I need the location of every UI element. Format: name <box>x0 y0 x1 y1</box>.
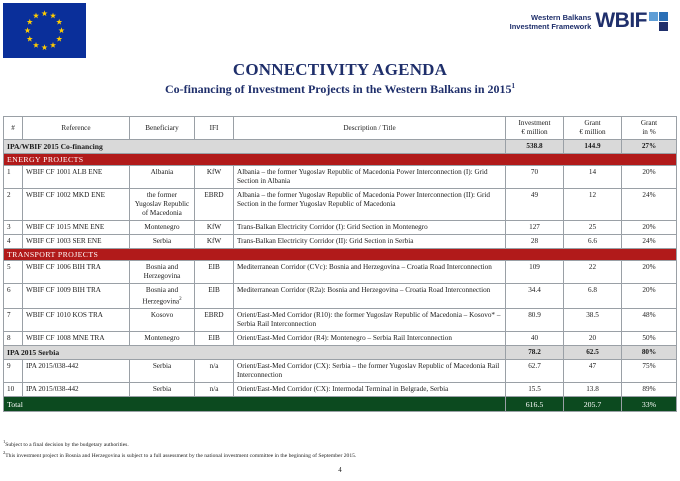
cell-ifi: KfW <box>195 221 234 235</box>
eu-flag-icon <box>3 3 86 58</box>
flag-star-icon <box>50 13 56 19</box>
beneficiary-footnote-mark: 2 <box>179 297 182 302</box>
col-header-investment-l1: Investment <box>518 119 551 127</box>
table-row <box>4 189 677 221</box>
cell-grant-pct: 20% <box>622 221 677 235</box>
cell-ifi: n/a <box>195 360 234 383</box>
section-row-ipa-wbif <box>4 140 677 154</box>
cell-ifi: KfW <box>195 166 234 189</box>
col-header-num: # <box>4 117 23 140</box>
cell-investment: 28 <box>506 235 564 249</box>
cell-grant-pct: 20% <box>622 261 677 284</box>
cell-grant: 6.6 <box>564 235 622 249</box>
cell-ifi: EBRD <box>195 309 234 332</box>
page-number: 4 <box>338 466 342 474</box>
logo-wbif: WBIF <box>595 9 647 32</box>
table-row <box>4 332 677 346</box>
cell-investment: 15.5 <box>506 383 564 397</box>
flag-star-icon <box>41 44 47 50</box>
cell-grant: 38.5 <box>564 309 622 332</box>
flag-star-icon <box>33 42 39 48</box>
cell-investment: 34.4 <box>506 284 564 309</box>
cell-description: Trans-Balkan Electricity Corridor (I): Grid Section in Montenegro <box>234 221 506 235</box>
logo-text <box>510 14 592 31</box>
cell-reference: WBIF CF 1008 MNE TRA <box>23 332 130 346</box>
cell-ifi: KfW <box>195 235 234 249</box>
footnote-mark: 2 <box>3 449 6 455</box>
category-label: ENERGY PROJECTS <box>4 154 677 166</box>
flag-star-icon <box>24 27 30 33</box>
cell-ifi: EIB <box>195 332 234 346</box>
col-header-grant-l1: Grant <box>584 119 601 127</box>
flag-star-icon <box>41 10 47 16</box>
section-investment: 78.2 <box>506 346 564 360</box>
cell-investment: 62.7 <box>506 360 564 383</box>
table-row <box>4 261 677 284</box>
cell-investment: 127 <box>506 221 564 235</box>
cell-reference: WBIF CF 1015 MNE ENE <box>23 221 130 235</box>
cell-beneficiary: Serbia <box>130 383 195 397</box>
cell-grant-pct: 20% <box>622 166 677 189</box>
cell-ifi: n/a <box>195 383 234 397</box>
cell-num: 3 <box>4 221 23 235</box>
section-grant: 62.5 <box>564 346 622 360</box>
footnote-text: Subject to a final decision by the budgetary authorities. <box>5 441 129 448</box>
page-subtitle <box>0 82 680 97</box>
logo-line1: Western Balkans <box>531 13 592 22</box>
table-row <box>4 309 677 332</box>
cell-grant: 25 <box>564 221 622 235</box>
cell-ifi: EIB <box>195 261 234 284</box>
table-header-row <box>4 117 677 140</box>
cell-reference: IPA 2015/038-442 <box>23 383 130 397</box>
col-header-grant-l2: € million <box>579 128 606 136</box>
total-grant-pct: 33% <box>622 397 677 412</box>
cell-description: Mediterranean Corridor (CVc): Bosnia and Herzegovina – Croatia Road Interconnection <box>234 261 506 284</box>
cell-reference: WBIF CF 1002 MKD ENE <box>23 189 130 221</box>
cell-num: 5 <box>4 261 23 284</box>
cell-reference: WBIF CF 1003 SER ENE <box>23 235 130 249</box>
col-header-ifi: IFI <box>195 117 234 140</box>
footnotes <box>3 438 356 460</box>
cell-reference: WBIF CF 1006 BIH TRA <box>23 261 130 284</box>
flag-star-icon <box>33 13 39 19</box>
cell-num: 10 <box>4 383 23 397</box>
wbif-logo <box>510 10 668 50</box>
projects-table <box>3 116 677 412</box>
cell-beneficiary: Albania <box>130 166 195 189</box>
cell-grant: 14 <box>564 166 622 189</box>
category-row-energy <box>4 154 677 166</box>
category-row-transport <box>4 249 677 261</box>
section-row-ipa-serbia <box>4 346 677 360</box>
flag-star-icon <box>27 19 33 25</box>
cell-num: 8 <box>4 332 23 346</box>
cell-num: 1 <box>4 166 23 189</box>
cell-num: 6 <box>4 284 23 309</box>
cell-reference: WBIF CF 1001 ALB ENE <box>23 166 130 189</box>
logo-mark <box>595 10 668 32</box>
cell-num: 7 <box>4 309 23 332</box>
logo-line2: Investment Framework <box>509 21 592 31</box>
cell-grant-pct: 89% <box>622 383 677 397</box>
cell-grant: 6.8 <box>564 284 622 309</box>
logo-squares-icon <box>649 12 668 31</box>
footnote-2 <box>3 449 356 460</box>
cell-beneficiary: Serbia <box>130 235 195 249</box>
cell-grant-pct: 48% <box>622 309 677 332</box>
flag-star-icon <box>56 19 62 25</box>
cell-description: Orient/East-Med Corridor (R4): Montenegro – Serbia Rail Interconnection <box>234 332 506 346</box>
cell-description: Albania – the former Yugoslav Republic of Macedonia Power Interconnection (I): Grid Section in Albania <box>234 166 506 189</box>
table-row <box>4 221 677 235</box>
col-header-reference: Reference <box>23 117 130 140</box>
cell-grant-pct: 50% <box>622 332 677 346</box>
total-label: Total <box>4 397 506 412</box>
total-row <box>4 397 677 412</box>
cell-grant: 20 <box>564 332 622 346</box>
col-header-grant-pct <box>622 117 677 140</box>
cell-beneficiary: Kosovo <box>130 309 195 332</box>
cell-description: Trans-Balkan Electricity Corridor (II): Grid Section in Serbia <box>234 235 506 249</box>
cell-beneficiary: Montenegro <box>130 221 195 235</box>
section-grant-pct: 80% <box>622 346 677 360</box>
table-row <box>4 284 677 309</box>
section-grant: 144.9 <box>564 140 622 154</box>
cell-investment: 80.9 <box>506 309 564 332</box>
subtitle-footnote-mark: 1 <box>511 82 516 90</box>
footnote-1 <box>3 438 356 449</box>
cell-investment: 40 <box>506 332 564 346</box>
cell-grant: 13.8 <box>564 383 622 397</box>
cell-beneficiary: Serbia <box>130 360 195 383</box>
section-grant-pct: 27% <box>622 140 677 154</box>
col-header-description: Description / Title <box>234 117 506 140</box>
footnote-text: This investment project in Bosnia and Herzegovina is subject to a full assessment by the national investment committee in the beginning of September 2015. <box>5 452 357 459</box>
cell-description: Orient/East-Med Corridor (CX): Intermodal Terminal in Belgrade, Serbia <box>234 383 506 397</box>
total-grant: 205.7 <box>564 397 622 412</box>
cell-ifi: EIB <box>195 284 234 309</box>
cell-num: 9 <box>4 360 23 383</box>
cell-grant: 47 <box>564 360 622 383</box>
col-header-investment <box>506 117 564 140</box>
cell-grant: 12 <box>564 189 622 221</box>
flag-star-icon <box>58 27 64 33</box>
cell-grant-pct: 24% <box>622 189 677 221</box>
col-header-grantpct-l1: Grant <box>640 119 658 127</box>
col-header-investment-l2: € million <box>521 128 548 136</box>
flag-star-icon <box>56 36 62 42</box>
page-title: CONNECTIVITY AGENDA <box>232 60 448 79</box>
cell-beneficiary: the former Yugoslav Republic of Macedonia <box>130 189 195 221</box>
section-label: IPA 2015 Serbia <box>4 346 506 360</box>
cell-investment: 109 <box>506 261 564 284</box>
cell-description: Mediterranean Corridor (R2a): Bosnia and Herzegovina – Croatia Road Interconnection <box>234 284 506 309</box>
cell-beneficiary <box>130 284 195 309</box>
section-investment: 538.8 <box>506 140 564 154</box>
flag-star-icon <box>50 42 56 48</box>
cell-description: Albania – the former Yugoslav Republic of Macedonia Power Interconnection (II): Grid Section in the former Yugoslav Republic of Macedonia <box>234 189 506 221</box>
flag-star-icon <box>27 36 33 42</box>
cell-grant-pct: 20% <box>622 284 677 309</box>
beneficiary-text: Bosnia and Herzegovina <box>142 286 180 306</box>
cell-description: Orient/East-Med Corridor (R10): the former Yugoslav Republic of Macedonia – Kosovo* – Serbia Rail Interconnection <box>234 309 506 332</box>
cell-num: 4 <box>4 235 23 249</box>
cell-reference: WBIF CF 1009 BIH TRA <box>23 284 130 309</box>
total-investment: 616.5 <box>506 397 564 412</box>
table-row <box>4 383 677 397</box>
col-header-grant <box>564 117 622 140</box>
cell-grant-pct: 75% <box>622 360 677 383</box>
cell-ifi: EBRD <box>195 189 234 221</box>
cell-grant-pct: 24% <box>622 235 677 249</box>
cell-reference: WBIF CF 1010 KOS TRA <box>23 309 130 332</box>
subtitle-text: Co-financing of Investment Projects in the Western Balkans in 2015 <box>164 82 512 96</box>
category-label: TRANSPORT PROJECTS <box>4 249 677 261</box>
cell-num: 2 <box>4 189 23 221</box>
cell-reference: IPA 2015/038-442 <box>23 360 130 383</box>
cell-beneficiary: Bosnia and Herzegovina <box>130 261 195 284</box>
table-row <box>4 360 677 383</box>
table-row <box>4 166 677 189</box>
footnote-mark: 1 <box>3 439 6 444</box>
section-label: IPA/WBIF 2015 Co-financing <box>4 140 506 154</box>
cell-investment: 49 <box>506 189 564 221</box>
cell-grant: 22 <box>564 261 622 284</box>
cell-beneficiary: Montenegro <box>130 332 195 346</box>
cell-investment: 70 <box>506 166 564 189</box>
cell-description: Orient/East-Med Corridor (CX): Serbia – the former Yugoslav Republic of Macedonia Rail Interconnection <box>234 360 506 383</box>
table-row <box>4 235 677 249</box>
col-header-grantpct-l2: in % <box>642 128 656 136</box>
col-header-beneficiary: Beneficiary <box>130 117 195 140</box>
